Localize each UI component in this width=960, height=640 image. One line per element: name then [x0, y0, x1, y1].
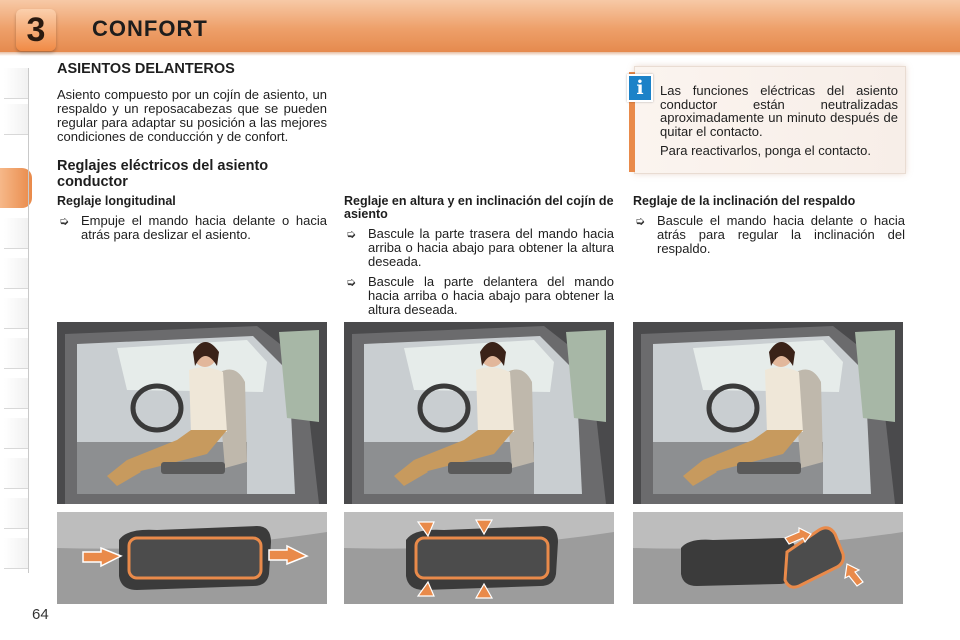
intro-paragraph: Asiento compuesto por un cojín de asiento, un respaldo y un reposacabezas que se pueden regular para adaptar su posición a las mejores condiciones de conducción y de confort. [57, 87, 327, 144]
chapter-tab[interactable] [4, 338, 29, 369]
margin-rule [28, 68, 29, 573]
column-backrest [633, 195, 905, 262]
chapter-tab[interactable] [4, 258, 29, 289]
arrow-bullet-icon: ➭ [59, 214, 70, 228]
driver-seat-illustration [344, 322, 614, 504]
instruction-text: Bascule la parte delantera del mando hacia arriba o hacia abajo para obtener la altura deseada. [368, 274, 614, 317]
instruction-text: Empuje el mando hacia delante o hacia atrás para deslizar el asiento. [81, 213, 327, 242]
instruction-item [344, 275, 614, 317]
chapter-tab[interactable] [4, 418, 29, 449]
chapter-tab[interactable] [4, 298, 29, 329]
instruction-item [633, 214, 905, 256]
chapter-tab-strip [0, 68, 30, 578]
chapter-tab[interactable] [4, 538, 29, 569]
chapter-tab[interactable] [4, 218, 29, 249]
arrow-bullet-icon: ➭ [346, 227, 357, 241]
longitudinal-control-closeup [57, 512, 327, 604]
chapter-title: CONFORT [92, 16, 208, 41]
backrest-control-closeup [633, 512, 903, 604]
chapter-tab[interactable] [4, 498, 29, 529]
instruction-item [344, 227, 614, 269]
chapter-tab[interactable] [4, 68, 29, 99]
chapter-tab[interactable] [4, 378, 29, 409]
section-title: ASIENTOS DELANTEROS [57, 61, 235, 77]
column-heading: Reglaje longitudinal [57, 194, 176, 208]
chapter-tab[interactable] [4, 458, 29, 489]
arrow-bullet-icon: ➭ [635, 214, 646, 228]
subsection-title: Reglajes eléctricos del asiento conductor [57, 158, 269, 190]
page-number: 64 [32, 606, 49, 623]
height-tilt-control-closeup [344, 512, 614, 604]
chapter-tab[interactable] [4, 104, 29, 135]
column-heading: Reglaje de la inclinación del respaldo [633, 194, 856, 208]
info-paragraph: Las funciones eléctricas del asiento conductor están neutralizadas aproximadamente un minuto después de quitar el contacto. [660, 83, 898, 139]
column-heading: Reglaje en altura y en inclinación del cojín de asiento [344, 194, 614, 221]
instruction-text: Bascule el mando hacia delante o hacia atrás para regular la inclinación del respaldo. [657, 213, 905, 256]
column-height-tilt [344, 195, 614, 323]
driver-seat-illustration [57, 322, 327, 504]
chapter-number-badge: 3 [16, 9, 56, 51]
info-paragraph: Para reactivarlos, ponga el contacto. [660, 143, 872, 158]
info-icon: i [627, 74, 653, 102]
info-text [660, 84, 898, 164]
column-longitudinal [57, 195, 327, 248]
instruction-item [57, 214, 327, 242]
instruction-text: Bascule la parte trasera del mando hacia arriba o hacia abajo para obtener la altura deseada. [368, 226, 614, 269]
arrow-bullet-icon: ➭ [346, 275, 357, 289]
driver-seat-illustration [633, 322, 903, 504]
